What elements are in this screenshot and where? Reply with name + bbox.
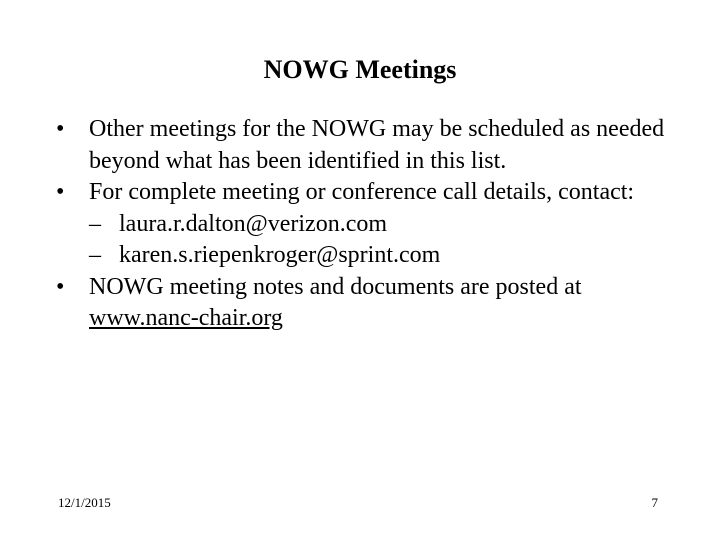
bullet-item: [56, 114, 666, 177]
contact-email[interactable]: laura.r.dalton@verizon.com: [119, 210, 388, 237]
dash-marker: –: [89, 210, 101, 237]
bullet-marker: •: [56, 116, 65, 142]
slide-title: NOWG Meetings: [263, 55, 457, 84]
contact-list: [89, 209, 666, 272]
dash-marker: –: [89, 242, 101, 268]
contact-email[interactable]: karen.s.riepenkroger@sprint.com: [119, 242, 441, 268]
bullet-item: [56, 272, 666, 335]
contact-item: [89, 209, 666, 241]
bullet-marker: •: [56, 179, 65, 205]
bullet-marker: •: [56, 273, 65, 300]
bullet-text: NOWG meeting notes and documents are posted at: [89, 273, 582, 300]
website-link[interactable]: www.nanc-chair.org: [89, 305, 283, 331]
footer-date: 12/1/2015: [58, 495, 111, 510]
bullet-list: [56, 114, 666, 335]
contact-item: [89, 240, 666, 272]
bullet-text: Other meetings for the NOWG may be scheduled as needed beyond what has been identified in this list.: [89, 116, 665, 174]
bullet-item: [56, 177, 666, 272]
bullet-text: For complete meeting or conference call details, contact:: [89, 179, 635, 205]
page-number: 7: [651, 495, 658, 510]
